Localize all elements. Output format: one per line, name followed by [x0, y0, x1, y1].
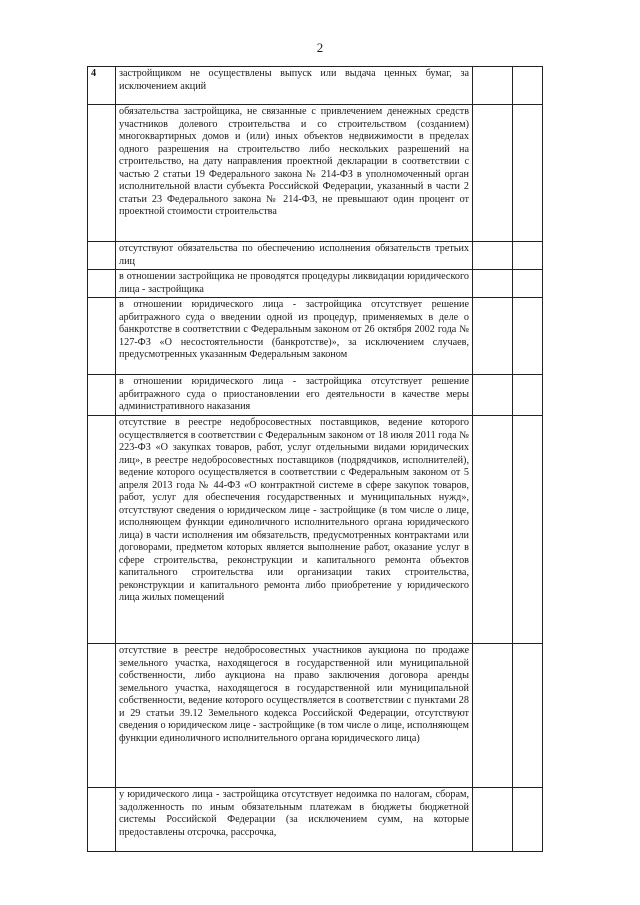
requirement-text: застройщиком не осуществлены выпуск или выдача ценных бумаг, за исключением акций: [116, 67, 473, 105]
row-number: [88, 105, 116, 242]
page-number: 2: [316, 40, 324, 55]
note-cell: [513, 788, 543, 852]
table-row: [88, 242, 543, 270]
requirement-text: в отношении юридического лица - застройщика отсутствует решение арбитражного суда о введении одной из процедур, применяемых в деле о банкротстве в соответствии с Федеральным законом от 26 октября 2002 года № 127-ФЗ «О несостоятельности (банкротстве)», за исключением случаев, предусмотренных указанным Федеральным законом: [116, 298, 473, 375]
table-row: [88, 375, 543, 416]
note-cell: [513, 242, 543, 270]
requirement-text: отсутствие в реестре недобросовестных поставщиков, ведение которого осуществляется в соответствии с Федеральным законом от 18 июля 2011 года № 223-ФЗ «О закупках товаров, работ, услуг отдельными видами юридических лиц», в реестре недобросовестных поставщиков (подрядчиков, исполнителей), ведение которого осуществляется в соответствии с Федеральным законом от 5 апреля 2013 года № 44-ФЗ «О контрактной системе в сфере закупок товаров, работ, услуг для обеспечения государственных и муниципальных нужд», отсутствуют сведения о юридическом лице - застройщике (в том числе о лице, исполняющем функции единоличного исполнительного органа юридического лица) в части исполнения им обязательств, предусмотренных контрактами или договорами, предметом которых является выполнение работ, оказание услуг в сфере строительства, реконструкции и капитального ремонта объектов капитального строительства или организации таких строительства, реконструкции и капитального ремонта либо приобретение у юридического лица жилых помещений: [116, 416, 473, 644]
status-cell: [473, 270, 513, 298]
row-number: [88, 788, 116, 852]
row-number: [88, 416, 116, 644]
table-row: [88, 416, 543, 644]
requirement-text: обязательства застройщика, не связанные с привлечением денежных средств участников долевого строительства и со строительством (созданием) многоквартирных домов и (или) иных объектов недвижимости в пределах одного разрешения на строительство либо нескольких разрешений на строительство, на дату направления проектной декларации в соответствии с частью 2 статьи 19 Федерального закона № 214-ФЗ в уполномоченный орган исполнительной власти субъекта Российской Федерации, указанный в части 2 статьи 23 Федерального закона № 214-ФЗ, не превышают один процент от проектной стоимости строительства: [116, 105, 473, 242]
note-cell: [513, 67, 543, 105]
requirement-text: отсутствие в реестре недобросовестных участников аукциона по продаже земельного участка, находящегося в государственной или муниципальной собственности, либо аукциона на право заключения договора аренды земельного участка, находящегося в государственной или муниципальной собственности, ведение которого осуществляется в соответствии с пунктами 28 и 29 статьи 39.12 Земельного кодекса Российской Федерации, отсутствуют сведения о юридическом лице - застройщике (в том числе о лице, исполняющем функции единоличного исполнительного органа юридического лица): [116, 644, 473, 788]
note-cell: [513, 105, 543, 242]
status-cell: [473, 644, 513, 788]
requirements-table: [87, 66, 543, 852]
requirement-text: отсутствуют обязательства по обеспечению исполнения обязательств третьих лиц: [116, 242, 473, 270]
row-number: [88, 298, 116, 375]
row-number: 4: [88, 67, 116, 105]
note-cell: [513, 416, 543, 644]
row-number: [88, 242, 116, 270]
table-row: [88, 298, 543, 375]
note-cell: [513, 298, 543, 375]
requirement-text: в отношении застройщика не проводятся процедуры ликвидации юридического лица - застройщика: [116, 270, 473, 298]
row-number: [88, 270, 116, 298]
table-row: [88, 270, 543, 298]
status-cell: [473, 242, 513, 270]
note-cell: [513, 644, 543, 788]
requirement-text: в отношении юридического лица - застройщика отсутствует решение арбитражного суда о приостановлении его деятельности в качестве меры административного наказания: [116, 375, 473, 416]
note-cell: [513, 270, 543, 298]
note-cell: [513, 375, 543, 416]
table-row: [88, 67, 543, 105]
table-row: [88, 105, 543, 242]
requirement-text: у юридического лица - застройщика отсутствует недоимка по налогам, сборам, задолженность по иным обязательным платежам в бюджеты бюджетной системы Российской Федерации (за исключением сумм, на которые предоставлены отсрочка, рассрочка,: [116, 788, 473, 852]
status-cell: [473, 105, 513, 242]
table-row: [88, 788, 543, 852]
status-cell: [473, 416, 513, 644]
row-number: [88, 644, 116, 788]
status-cell: [473, 298, 513, 375]
table-row: [88, 644, 543, 788]
status-cell: [473, 788, 513, 852]
row-number: [88, 375, 116, 416]
status-cell: [473, 67, 513, 105]
status-cell: [473, 375, 513, 416]
